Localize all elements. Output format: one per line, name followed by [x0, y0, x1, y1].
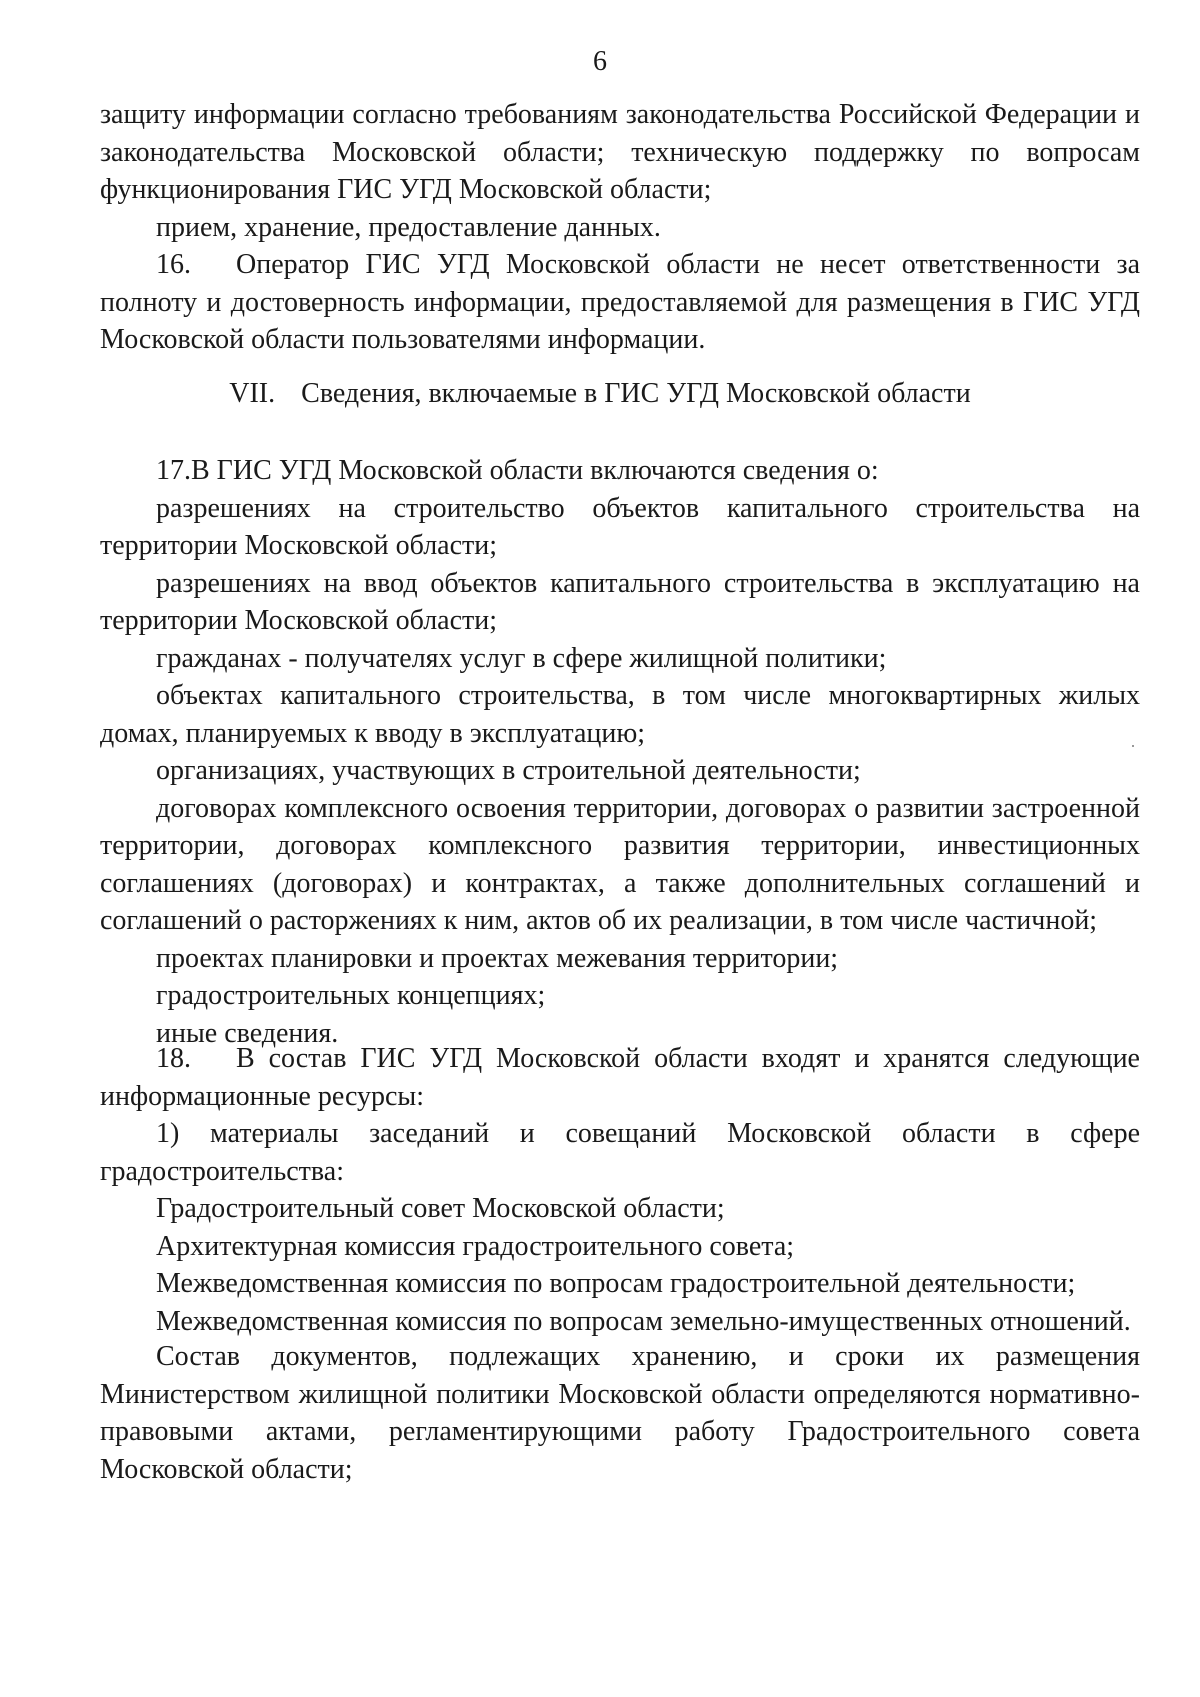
list-item: разрешениях на строительство объектов капитального строительства на территории Московской области; — [100, 492, 1140, 561]
text-block-3 — [100, 1040, 1140, 1340]
list-item: Межведомственная комиссия по вопросам земельно-имущественных отношений. — [156, 1305, 1131, 1337]
list-item: гражданах - получателях услуг в сфере жилищной политики; — [156, 642, 887, 674]
paragraph-number: 18. — [156, 1043, 191, 1074]
list-item: иные сведения. — [156, 1017, 339, 1049]
list-item: организациях, участвующих в строительной деятельности; — [156, 755, 861, 786]
list-item: Архитектурная комиссия градостроительного совета; — [156, 1230, 795, 1262]
text-block-1 — [100, 96, 1140, 359]
list-item: договорах комплексного освоения территории, договорах о развитии застроенной территории, договорах комплексного развития территории, инвестиционных соглашениях (договорах) и контрактах, а также дополнительных соглашений и соглашений о расторжениях к ним, актов об их реализации, в том числе частичной; — [100, 792, 1140, 936]
paragraph: Состав документов, подлежащих хранению, и сроки их размещения Министерством жилищной политики Московской области определяются нормативно-правовыми актами, регламентирующими работу Градостроительного совета Московской области; — [100, 1341, 1140, 1485]
list-item: объектах капитального строительства, в том числе многоквартирных жилых домах, планируемых к вводу в эксплуатацию; — [100, 680, 1140, 749]
page-number: 6 — [593, 46, 607, 77]
list-item: Градостроительный совет Московской области; — [156, 1193, 725, 1224]
numbered-paragraph-17 — [100, 452, 1140, 490]
list-item: проектах планировки и проектах межевания территории; — [156, 942, 839, 974]
text-block-2 — [100, 452, 1140, 1052]
list-item: 1) материалы заседаний и совещаний Московской области в сфере градостроительства: — [100, 1118, 1140, 1187]
paragraph-number: 17. — [156, 455, 191, 486]
section-number: VII. — [229, 378, 276, 409]
paragraph-text: Оператор ГИС УГД Московской области не несет ответственности за полноту и достоверность информации, предоставляемой для размещения в ГИС УГД Московской области пользователями информации. — [100, 249, 1140, 355]
scan-speck — [1132, 745, 1134, 747]
paragraph: защиту информации согласно требованиям законодательства Российской Федерации и законодательства Московской области; техническую поддержку по вопросам функционирования ГИС УГД Московской области; — [100, 99, 1140, 205]
numbered-paragraph-18 — [100, 1040, 1140, 1115]
section-title: Сведения, включаемые в ГИС УГД Московской области — [301, 378, 971, 409]
text-block-4 — [100, 1338, 1140, 1488]
paragraph-text: В ГИС УГД Московской области включаются сведения о: — [191, 455, 879, 486]
list-item: Межведомственная комиссия по вопросам градостроительной деятельности; — [156, 1268, 1076, 1299]
list-item: градостроительных концепциях; — [156, 980, 546, 1011]
paragraph: прием, хранение, предоставление данных. — [156, 211, 661, 243]
list-item: разрешениях на ввод объектов капитального строительства в эксплуатацию на территории Московской области; — [100, 567, 1140, 636]
section-heading — [0, 378, 1200, 410]
numbered-paragraph-16 — [100, 246, 1140, 359]
paragraph-number: 16. — [156, 249, 191, 280]
paragraph-text: В состав ГИС УГД Московской области входят и хранятся следующие информационные ресурсы: — [100, 1043, 1140, 1112]
